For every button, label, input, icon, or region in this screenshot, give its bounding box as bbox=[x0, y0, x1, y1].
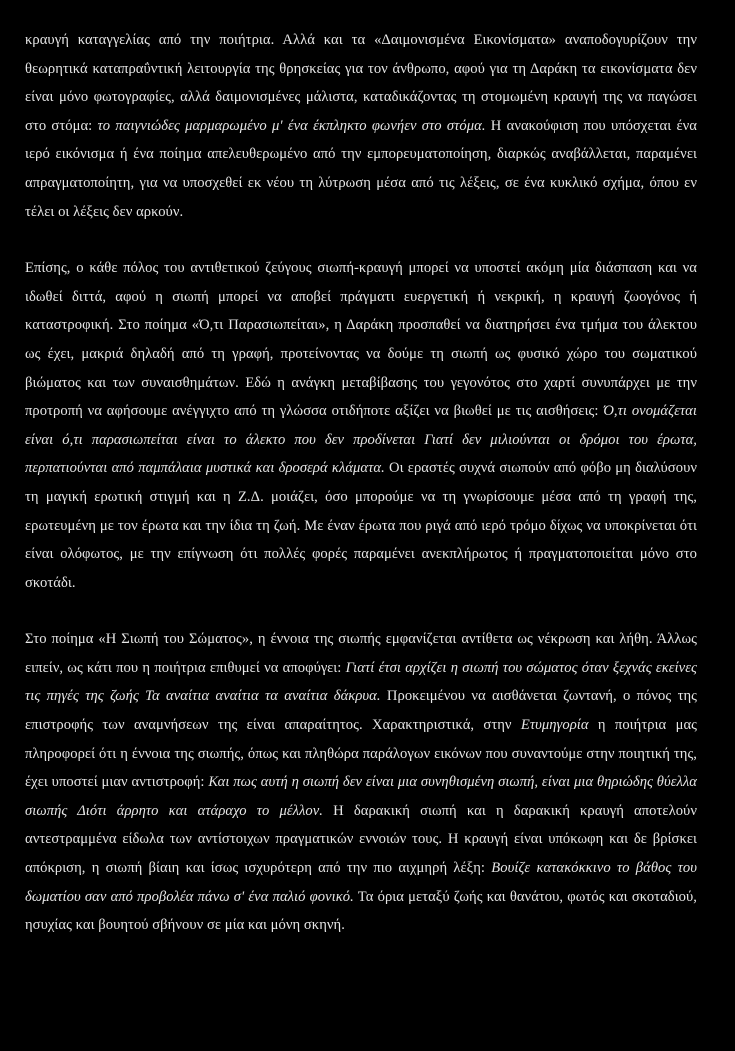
paragraph-3-text-4: Η δαρακική σιωπή και η δαρακική κραυγή αποτελούν αντεστραμμένα είδωλα των αντίστοιχων πραγματικών εννοιών τους. Η κραυγή είναι υπόκωφη και δε βρίσκει απόκριση, η σιωπή βίαιη και ίσως ισχυρότερη από την πιο αιχμηρή λέξη: bbox=[25, 802, 697, 877]
paragraph-3-text-3: η ποιήτρια μας πληροφορεί ότι η έννοια της σιωπής, όπως και πληθώρα παράλογων εικόνων που συναντούμε στην ποιητική της, έχει υποστεί μιαν αντιστροφή: bbox=[25, 717, 697, 791]
paragraph-1-quote-1: το παιγνιώδες μαρμαρωμένο μ' ένα έκπληκτο φωνήεν στο στόμα. bbox=[97, 117, 486, 134]
paragraph-3-quote-1: Γιατί έτσι αρχίζει η σιωπή του σώματος όταν ξεχνάς εκείνες τις πηγές της ζωής Τα αναίτια αναίτια τα αναίτια δάκρυα. bbox=[25, 659, 697, 705]
paragraph-3-title-etymigoria: Ετυμηγορία bbox=[520, 717, 589, 734]
paragraph-2-text-2: Οι εραστές συχνά σιωπούν από φόβο μη διαλύσουν τη μαγική ερωτική στιγμή και η Ζ.Δ. μοιάζει, όσο μπορούμε να τη γνωρίσουμε μέσα από τη γραφή της, ερωτευμένη με τον έρωτα και την ίδια τη ζωή. Με έναν έρωτα που ριγά από ιερό τρόμο δίχως να υποκρίνεται ότι είναι ολόφωτος, με την επίγνωση ότι πολλές φορές παραμένει ανεκπλήρωτος ή πραγματοποιείται μόνο στο σκοτάδι. bbox=[25, 460, 697, 591]
paragraph-3-text-5: Τα όρια μεταξύ ζωής και θανάτου, φωτός και σκοταδιού, ησυχίας και βουητού σβήνουν σε μία και μόνη σκηνή. bbox=[25, 888, 697, 934]
paragraph-3 bbox=[25, 625, 697, 940]
paragraph-2-text-1: Επίσης, ο κάθε πόλος του αντιθετικού ζεύγους σιωπή-κραυγή μπορεί να υποστεί ακόμη μία διάσπαση και να ιδωθεί διττά, αφού η σιωπή μπορεί να αποβεί πράγματι ευεργετική ή νεκρική, η κραυγή ζωογόνος ή καταστροφική. Στο ποίημα «Ό,τι Παρασιωπείται», η Δαράκη προσπαθεί να διατηρήσει ένα τμήμα του άλεκτου ως έχει, μακριά δηλαδή από τη γραφή, προτείνοντας να δούμε τη σιωπή ως φυσικό χώρο του σωματικού βιώματος και των συναισθημάτων. Εδώ η ανάγκη μεταβίβασης του γεγονότος στο χαρτί συνυπάρχει με την προτροπή να αφήσουμε ανέγγιχτο από τη γλώσσα οτιδήποτε αξίζει να βιωθεί με τις αισθήσεις: bbox=[25, 260, 697, 420]
document-page bbox=[25, 26, 697, 968]
paragraph-2-quote-1: Ό,τι ονομάζεται είναι ό,τι παρασιωπείται είναι το άλεκτο που δεν προδίνεται Γιατί δεν μιλιούνται οι δρόμοι του έρωτα, περπατιούνται από παμπάλαια μυστικά και δροσερά κλάματα. bbox=[25, 403, 697, 477]
paragraph-3-text-2: Προκειμένου να αισθάνεται ζωντανή, ο πόνος της επιστροφής των αναμνήσεων της είναι απαραίτητος. Χαρακτηριστικά, στην bbox=[25, 688, 697, 734]
paragraph-1-text-2: Η ανακούφιση που υπόσχεται ένα ιερό εικόνισμα ή ένα ποίημα απελευθερωμένο από την εμπορευματοποίηση, διαρκώς αναβάλλεται, παραμένει απραγματοποίητη, για να υποσχεθεί εκ νέου τη λύτρωση μέσα από τις λέξεις, σε ένα κυκλικό σχήμα, όπου εν τέλει οι λέξεις δεν αρκούν. bbox=[25, 117, 697, 220]
paragraph-1-text-1: κραυγή καταγγελίας από την ποιήτρια. Αλλά και τα «Δαιμονισμένα Εικονίσματα» αναποδογυρίζουν την θεωρητικά καταπραΰντική λειτουργία της θρησκείας για τον άνθρωπο, αφού για τη Δαράκη τα εικονίσματα δεν είναι μόνο φωτογραφίες, αλλά δαιμονισμένες μάλιστα, καταδικάζοντας τη στομωμένη κραυγή της να παγώσει στο στόμα: bbox=[25, 32, 697, 134]
paragraph-3-quote-2: Και πως αυτή η σιωπή δεν είναι μια συνηθισμένη σιωπή, είναι μια θηριώδης θύελλα σιωπής Διότι άρρητο και ατάραχο το μέλλον. bbox=[25, 774, 697, 819]
paragraph-3-quote-3: Βουίζε κατακόκκινο το βάθος του δωματίου σαν από προβολέα πάνω σ' ένα παλιό φονικό. bbox=[25, 860, 697, 905]
paragraph-1 bbox=[25, 26, 697, 226]
paragraph-3-text-1: Στο ποίημα «Η Σιωπή του Σώματος», η έννοια της σιωπής εμφανίζεται αντίθετα ως νέκρωση και λήθη. Άλλως ειπείν, ως κάτι που η ποιήτρια επιθυμεί να αποφύγει: bbox=[25, 631, 697, 676]
paragraph-2 bbox=[25, 254, 697, 597]
